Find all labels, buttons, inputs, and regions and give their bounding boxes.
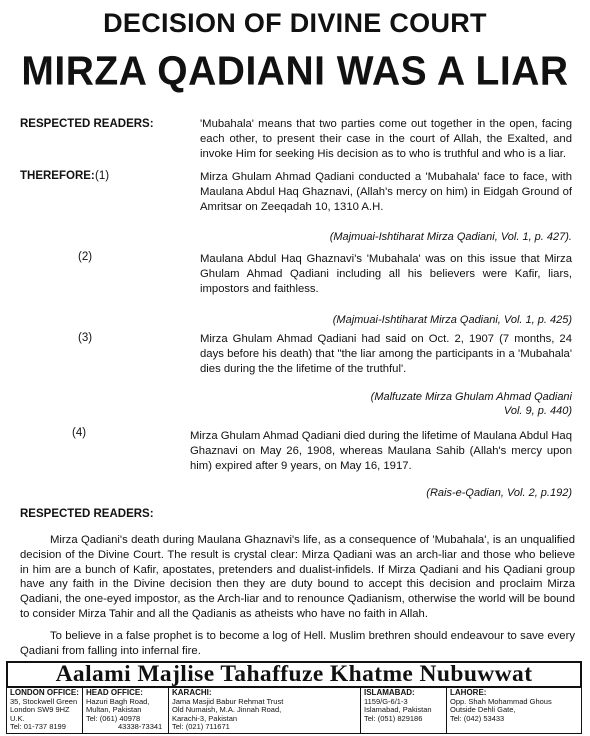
point-text: Mirza Ghulam Ahmad Qadiani conducted a 'Mubahala' face to face, with Maulana Abdul Haq Ghaznavi, (Allah's mercy on him) in Eidgah Ground of Amritsar on Zeeqadah 10, 1310 A.H. xyxy=(200,171,572,213)
office-line: Tel: (051) 829186 xyxy=(364,713,423,723)
office-karachi xyxy=(169,688,361,733)
office-heading: HEAD OFFICE: xyxy=(86,688,143,697)
conclusion-paragraph: Mirza Qadiani's death during Maulana Ghaznavi's life, as a consequence of 'Mubahala', is an unqualified decision of the Divine Court. The result is crystal clear: Mirza Qadiani was an arch-liar and those who believe in him are a bunch of Kafir, apostates, pretenders and dualist-infidels. If Mirza Qadiani and his Qadiani group have any faith in the Divine decision then they are duty bound to accept this decision and proclaim Mirza Qadiani, the one-eyed impostor, as the Arch-liar and to renounce Qadianism, otherwise the world will be bound to consider Mirza Tahir and all the Qadianis as atheists who have no faith in Allah. xyxy=(20,534,575,620)
office-line: Outside Dehli Gate, xyxy=(450,705,516,715)
office-lahore xyxy=(447,688,581,733)
point-text: Maulana Abdul Haq Ghaznavi's 'Mubahala' was on this issue that Mirza Ghulam Ahmad Qadiani including all his believers were Kafir, liars, impostors and faithless. xyxy=(200,253,572,295)
headline: MIRZA QADIANI WAS A LIAR xyxy=(21,48,569,95)
intro-label: RESPECTED READERS: xyxy=(20,118,154,130)
point-citation: (Majmuai-Ishtiharat Mirza Qadiani, Vol. 1, p. 425) xyxy=(332,314,572,326)
office-line: Jama Masjid Babur Rehmat Trust xyxy=(172,696,284,706)
office-line: Tel: (061) 40978 xyxy=(86,713,141,723)
therefore-label: THEREFORE: xyxy=(20,170,95,182)
office-line: 43338-73341 xyxy=(118,722,163,732)
office-islamabad xyxy=(361,688,447,733)
point-text: Mirza Ghulam Ahmad Qadiani had said on Oct. 2, 1907 (7 months, 24 days before his death) that "the liar among the participants in a 'Mubahala' dies during the the lifetime of the truthful'. xyxy=(200,333,572,375)
office-line: London SW9 9HZ U.K. xyxy=(10,705,70,723)
office-line: Multan, Pakistan xyxy=(86,705,142,715)
point-number: (3) xyxy=(78,332,93,344)
office-line: Islamabad, Pakistan xyxy=(364,705,432,715)
office-line: Karachi-3, Pakistan xyxy=(172,713,238,723)
office-head xyxy=(83,688,169,733)
office-line: Tel: 01-737 8199 xyxy=(10,722,66,732)
office-line: 1159/G-6/1-3 xyxy=(364,696,408,706)
point-number: (4) xyxy=(72,427,87,439)
conclusion-label: RESPECTED READERS: xyxy=(20,508,154,520)
office-heading: ISLAMABAD: xyxy=(364,688,415,697)
office-line: Hazuri Bagh Road, xyxy=(86,696,150,706)
office-line: 35, Stockwell Green xyxy=(10,696,78,706)
office-line: Old Numaish, M.A. Jinnah Road, xyxy=(172,705,282,715)
office-line: Tel: (042) 53433 xyxy=(450,713,505,723)
point-citation: (Malfuzate Mirza Ghulam Ahmad Qadiani Vol. 9, p. 440) xyxy=(370,391,572,417)
organization-banner: Aalami Majlise Tahaffuze Khatme Nubuwwat xyxy=(6,661,582,688)
office-london xyxy=(7,688,83,733)
point-citation: (Rais-e-Qadian, Vol. 2, p.192) xyxy=(426,487,572,499)
intro-text: 'Mubahala' means that two parties come out together in the open, facing each other, to present their case in the court of Allah, the Exalted, and invoke Him for seeking His decision as to who is truthful and who is a liar. xyxy=(200,118,572,160)
point-number: (2) xyxy=(78,251,93,263)
point-text: Mirza Ghulam Ahmad Qadiani died during the lifetime of Maulana Abdul Haq Ghaznavi on May 26, 1908, whereas Maulana Sahib (Allah's mercy upon him) expired after 9 years, on May 16, 1917. xyxy=(190,430,572,472)
point-citation: (Majmuai-Ishtiharat Mirza Qadiani, Vol. 1, p. 427). xyxy=(329,231,572,243)
office-heading: KARACHI: xyxy=(172,688,212,697)
office-table xyxy=(6,688,582,734)
page-title: DECISION OF DIVINE COURT xyxy=(103,8,487,38)
point-number: (1) xyxy=(95,170,110,182)
office-line: Tel: (021) 711671 xyxy=(172,722,230,732)
office-heading: LAHORE: xyxy=(450,688,487,697)
conclusion-paragraph: To believe in a false prophet is to become a log of Hell. Muslim brethren should endeavour to save every Qadiani from falling into infernal fire. xyxy=(20,630,575,657)
office-line: Opp. Shah Mohammad Ghous xyxy=(450,696,552,706)
office-heading: LONDON OFFICE: xyxy=(10,688,79,697)
